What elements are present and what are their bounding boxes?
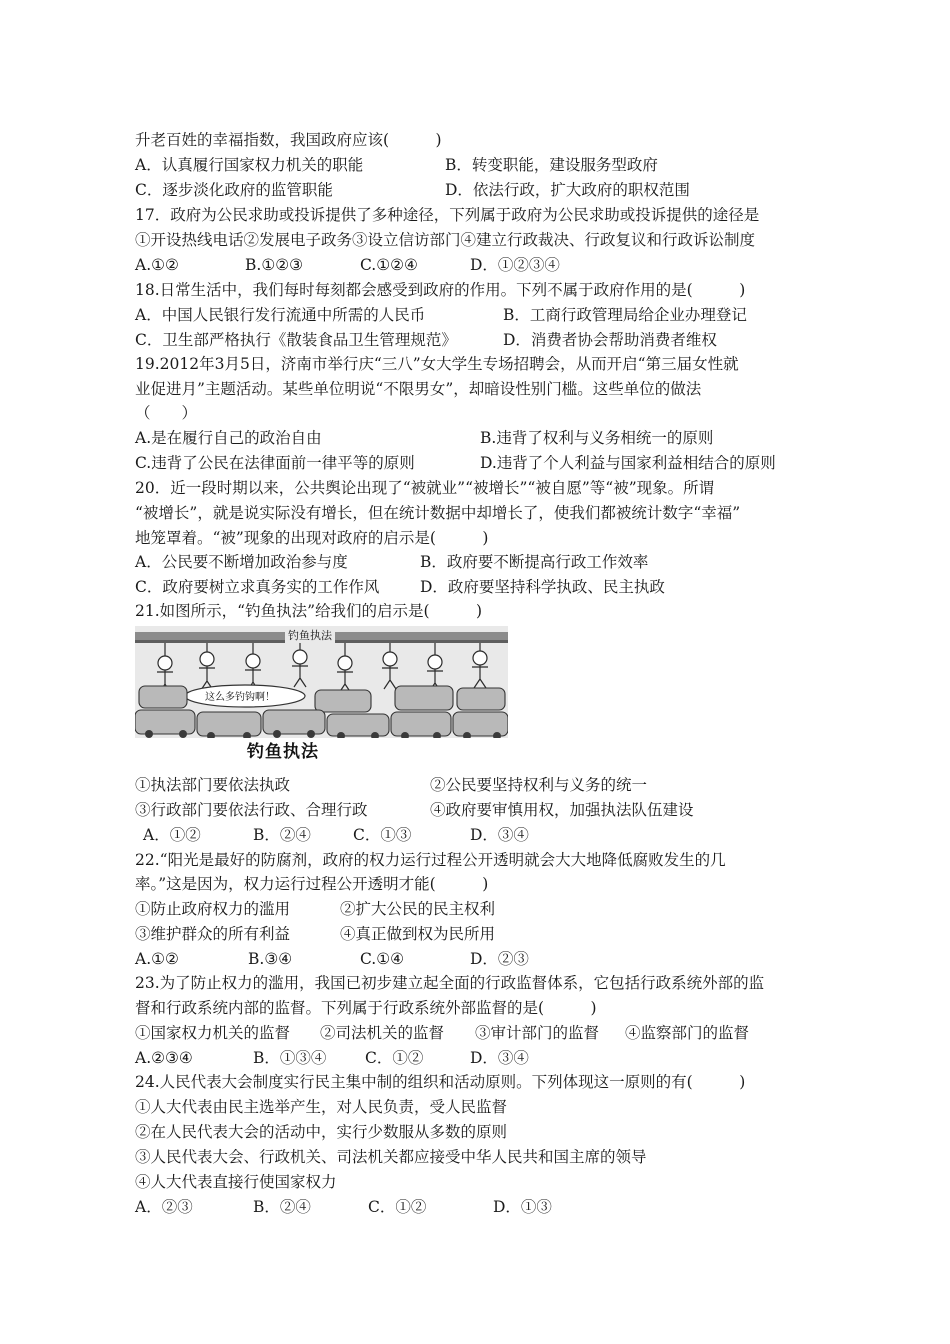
q23-item-4: ④监察部门的监督: [625, 1024, 750, 1042]
q23-option-c: C．①②: [365, 1049, 424, 1067]
q22-option-c: C.①④: [360, 950, 405, 968]
q24-option-b: B．②④: [253, 1198, 311, 1216]
q16-option-d: D．依法行政，扩大政府的职权范围: [445, 181, 690, 199]
q24-item-2: ②在人民代表大会的活动中，实行少数服从多数的原则: [135, 1123, 508, 1141]
q21-item-1: ①执法部门要依法执政: [135, 776, 291, 794]
q18-option-c: C．卫生部严格执行《散装食品卫生管理规范》: [135, 331, 457, 349]
q22-item-3: ③维护群众的所有利益: [135, 925, 291, 943]
q22-stem-line-1: 22.“阳光是最好的防腐剂，政府的权力运行过程公开透明就会大大地降低腐败发生的几: [135, 851, 726, 869]
q24-item-3: ③人民代表大会、行政机关、司法机关都应接受中华人民共和国主席的领导: [135, 1148, 647, 1166]
q19-answer-paren: （ ）: [135, 404, 198, 422]
q23-item-3: ③审计部门的监督: [475, 1024, 600, 1042]
q20-stem-line-2: “被增长”，就是说实际没有增长，但在统计数据中却增长了，使我们都被统计数字“幸福”: [135, 504, 741, 522]
q21-option-d: D．③④: [470, 826, 529, 844]
q23-stem-line-1: 23.为了防止权力的滥用，我国已初步建立起全面的行政监督体系，它包括行政系统外部的监: [135, 974, 765, 992]
q20-option-a: A．公民要不断增加政治参与度: [135, 553, 348, 571]
q17-items: ①开设热线电话②发展电子政务③设立信访部门④建立行政裁决、行政复议和行政诉讼制度: [135, 231, 756, 249]
q22-item-4: ④真正做到权为民所用: [340, 925, 496, 943]
q18-option-a: A．中国人民银行发行流通中所需的人民币: [135, 306, 426, 324]
cartoon-drawing: [135, 626, 508, 758]
q24-option-d: D．①③: [493, 1198, 552, 1216]
q19-option-d: D.违背了个人利益与国家利益相结合的原则: [480, 454, 776, 472]
q24-option-a: A．②③: [135, 1198, 193, 1216]
q20-option-d: D．政府要坚持科学执政、民主执政: [420, 578, 665, 596]
fishing-enforcement-cartoon: [135, 626, 508, 762]
q18-option-b: B．工商行政管理局给企业办理登记: [503, 306, 747, 324]
q17-option-d: D．①②③④: [470, 256, 560, 274]
cartoon-caption: 钓鱼执法: [247, 742, 319, 762]
q17-stem: 17．政府为公民求助或投诉提供了多种途径，下列属于政府为公民求助或投诉提供的途径是: [135, 206, 760, 224]
q23-option-d: D．③④: [470, 1049, 529, 1067]
q20-option-c: C．政府要树立求真务实的工作作风: [135, 578, 380, 596]
q16-option-a: A．认真履行国家权力机关的职能: [135, 156, 364, 174]
q18-option-d: D．消费者协会帮助消费者维权: [503, 331, 717, 349]
q20-option-b: B．政府要不断提高行政工作效率: [420, 553, 649, 571]
q21-item-4: ④政府要审慎用权，加强执法队伍建设: [430, 801, 694, 819]
q23-item-1: ①国家权力机关的监督: [135, 1024, 291, 1042]
q19-stem-line-2: 业促进月”主题活动。某些单位明说“不限男女”，却暗设性别门槛。这些单位的做法: [135, 380, 702, 398]
q23-option-a: A.②③④: [135, 1049, 193, 1067]
q22-option-d: D．②③: [470, 950, 529, 968]
q21-option-a: A．①②: [143, 826, 201, 844]
q21-option-b: B．②④: [253, 826, 311, 844]
q22-item-2: ②扩大公民的民主权利: [340, 900, 496, 918]
q17-option-a: A.①②: [135, 256, 179, 274]
q19-option-a: A.是在履行自己的政治自由: [135, 429, 322, 447]
q24-option-c: C．①②: [368, 1198, 427, 1216]
q21-item-3: ③行政部门要依法行政、合理行政: [135, 801, 368, 819]
q16-option-c: C．逐步淡化政府的监管职能: [135, 181, 333, 199]
q20-stem-line-1: 20．近一段时期以来，公共舆论出现了“被就业”“被增长”“被自愿”等“被”现象。所谓: [135, 479, 715, 497]
q16-stem-tail: 升老百姓的幸福指数，我国政府应该( ): [135, 131, 442, 149]
q24-stem: 24.人民代表大会制度实行民主集中制的组织和活动原则。下列体现这一原则的有( ): [135, 1073, 746, 1091]
q21-option-c: C．①③: [353, 826, 412, 844]
q23-item-2: ②司法机关的监督: [320, 1024, 445, 1042]
q23-option-b: B．①③④: [253, 1049, 327, 1067]
q18-stem: 18.日常生活中，我们每时每刻都会感受到政府的作用。下列不属于政府作用的是( ): [135, 281, 746, 299]
q21-stem: 21.如图所示，“钓鱼执法”给我们的启示是( ): [135, 602, 483, 620]
q24-item-1: ①人大代表由民主选举产生，对人民负责，受人民监督: [135, 1098, 508, 1116]
q22-stem-line-2: 率。”这是因为，权力运行过程公开透明才能( ): [135, 875, 489, 893]
q22-option-b: B.③④: [248, 950, 293, 968]
q17-option-b: B.①②③: [245, 256, 304, 274]
q22-option-a: A.①②: [135, 950, 179, 968]
q19-option-c: C.违背了公民在法律面前一律平等的原则: [135, 454, 415, 472]
q17-option-c: C.①②④: [360, 256, 418, 274]
q23-stem-line-2: 督和行政系统内部的监督。下列属于行政系统外部监督的是( ): [135, 999, 597, 1017]
q19-option-b: B.违背了权利与义务相统一的原则: [480, 429, 714, 447]
q24-item-4: ④人大代表直接行使国家权力: [135, 1173, 337, 1191]
q16-option-b: B．转变职能，建设服务型政府: [445, 156, 658, 174]
cartoon-bubble-text: 这么多钓钩啊！: [205, 692, 275, 703]
q21-item-2: ②公民要坚持权利与义务的统一: [430, 776, 648, 794]
q22-item-1: ①防止政府权力的滥用: [135, 900, 291, 918]
cartoon-top-title: 钓鱼执法: [285, 627, 335, 643]
q20-stem-line-3: 地笼罩着。“被”现象的出现对政府的启示是( ): [135, 529, 489, 547]
q19-stem-line-1: 19.2012年3月5日，济南市举行庆“三八”女大学生专场招聘会，从而开启“第三届女性就: [135, 355, 739, 373]
